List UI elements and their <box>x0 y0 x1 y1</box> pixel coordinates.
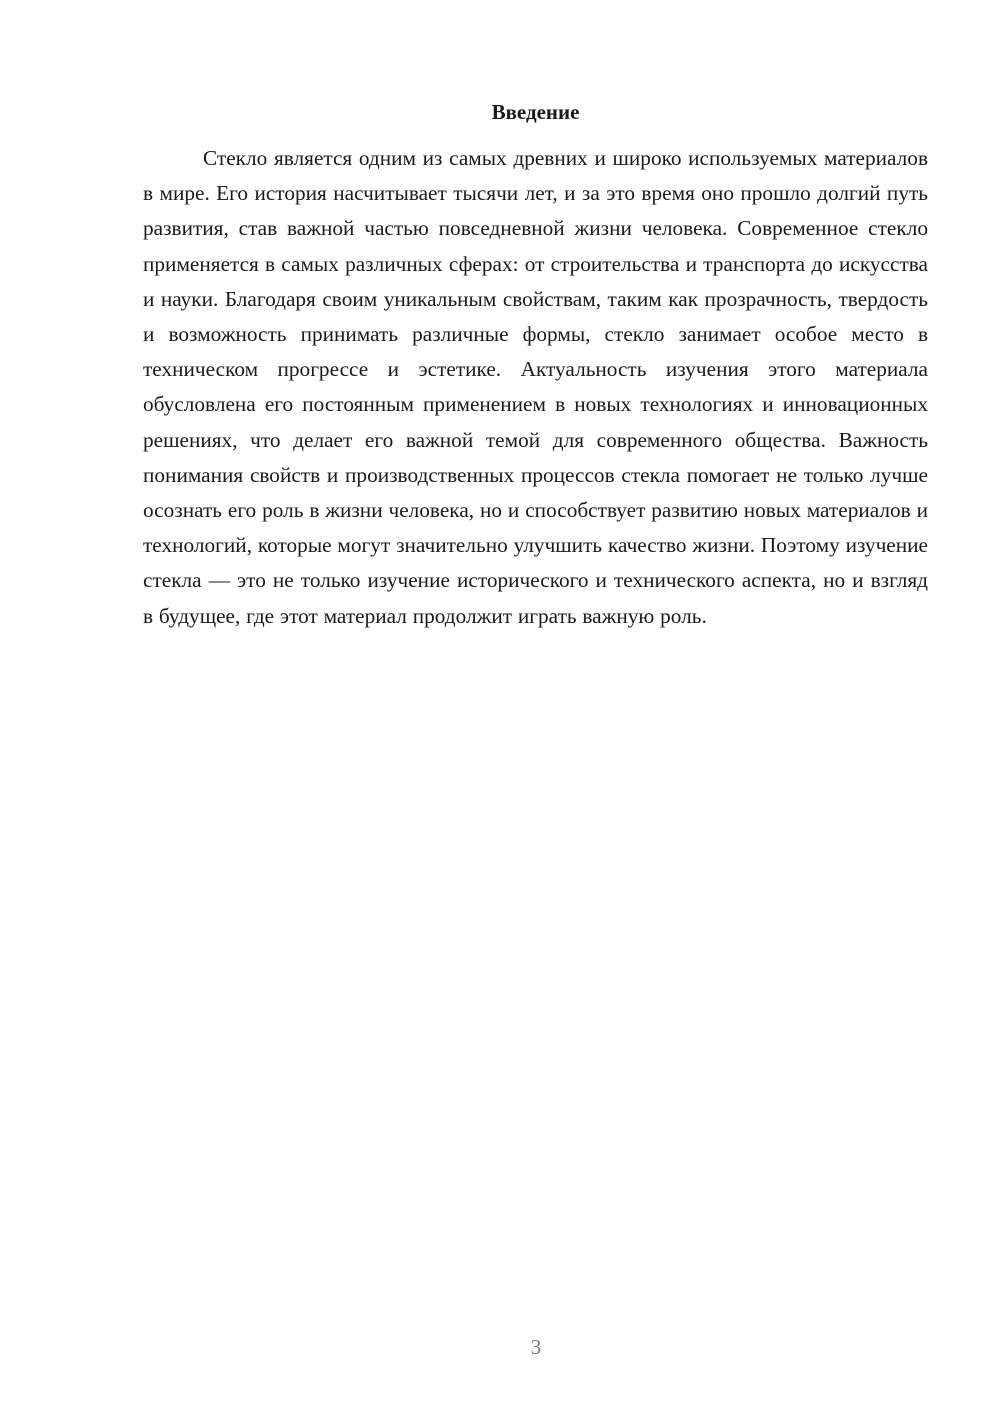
section-heading: Введение <box>491 100 580 124</box>
page-number: 3 <box>530 1335 542 1359</box>
introduction-paragraph: Стекло является одним из самых древних и широко используемых материалов в мире. Его история насчитывает тысячи лет, и за это время оно прошло долгий путь развития, став важной частью повседневной жизни человека. Современное стекло применяется в самых различных сферах: от строительства и транспорта до искусства и науки. Благодаря своим уникальным свойствам, таким как прозрачность, твердость и возможность принимать различные формы, стекло занимает особое место в техническом прогрессе и эстетике. Актуальность изучения этого материала обусловлена его постоянным применением в новых технологиях и инновационных решениях, что делает его важной темой для современного общества. Важность понимания свойств и производственных процессов стекла помогает не только лучше осознать его роль в жизни человека, но и способствует развитию новых материалов и технологий, которые могут значительно улучшить качество жизни. Поэтому изучение стекла — это не только изучение исторического и технического аспекта, но и взгляд в будущее, где этот материал продолжит играть важную роль. <box>143 146 928 628</box>
